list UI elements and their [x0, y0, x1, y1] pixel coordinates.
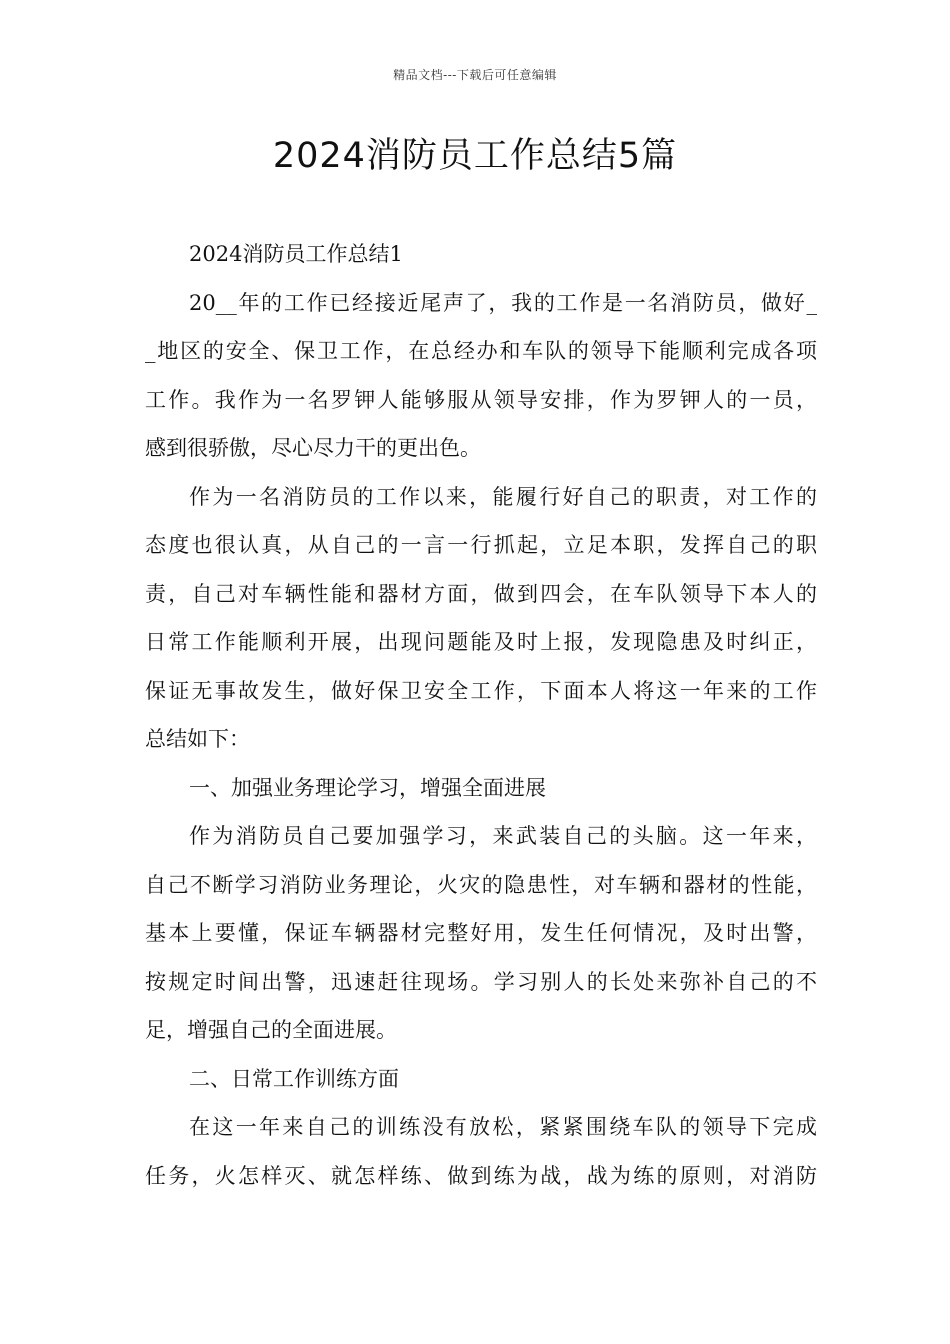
section-heading-1: 2024消防员工作总结1: [189, 242, 403, 266]
document-title: 2024消防员工作总结5篇: [272, 136, 678, 176]
paragraph-line: 工作。我作为一名罗钾人能够服从领导安排，作为罗钾人的一员，: [145, 387, 817, 412]
page-header: 精品文档---下载后可任意编辑: [393, 68, 557, 82]
subsection-heading-1: 一、加强业务理论学习，增强全面进展: [189, 775, 546, 800]
paragraph-line: _地区的安全、保卫工作，在总经办和车队的领导下能顺利完成各项: [145, 339, 817, 363]
paragraph-line: 足，增强自己的全面进展。: [145, 1018, 397, 1042]
paragraph-line: 总结如下：: [145, 727, 250, 751]
subsection-heading-2: 二、日常工作训练方面: [189, 1066, 399, 1091]
paragraph-line: 日常工作能顺利开展，出现问题能及时上报，发现隐患及时纠正，: [145, 630, 817, 654]
paragraph-line: 按规定时间出警，迅速赶往现场。学习别人的长处来弥补自己的不: [145, 969, 817, 994]
paragraph-line: 作为一名消防员的工作以来，能履行好自己的职责，对工作的: [189, 484, 817, 509]
paragraph-line: 保证无事故发生，做好保卫安全工作，下面本人将这一年来的工作: [145, 678, 817, 703]
paragraph-line: 在这一年来自己的训练没有放松，紧紧围绕车队的领导下完成: [189, 1115, 817, 1139]
document-body: [145, 230, 817, 1200]
paragraph-line: 任务，火怎样灭、就怎样练、做到练为战，战为练的原则，对消防: [145, 1163, 817, 1188]
paragraph-line: 感到很骄傲，尽心尽力干的更出色。: [145, 436, 481, 460]
paragraph-line: 20__年的工作已经接近尾声了，我的工作是一名消防员，做好_: [189, 290, 817, 315]
paragraph-line: 基本上要懂，保证车辆器材完整好用，发生任何情况，及时出警，: [145, 921, 817, 945]
paragraph-line: 作为消防员自己要加强学习，来武装自己的头脑。这一年来，: [189, 824, 817, 848]
paragraph-line: 自己不断学习消防业务理论，火灾的隐患性，对车辆和器材的性能，: [145, 872, 817, 897]
paragraph-line: 责，自己对车辆性能和器材方面，做到四会，在车队领导下本人的: [145, 581, 817, 606]
paragraph-line: 态度也很认真，从自己的一言一行抓起，立足本职，发挥自己的职: [145, 533, 817, 557]
